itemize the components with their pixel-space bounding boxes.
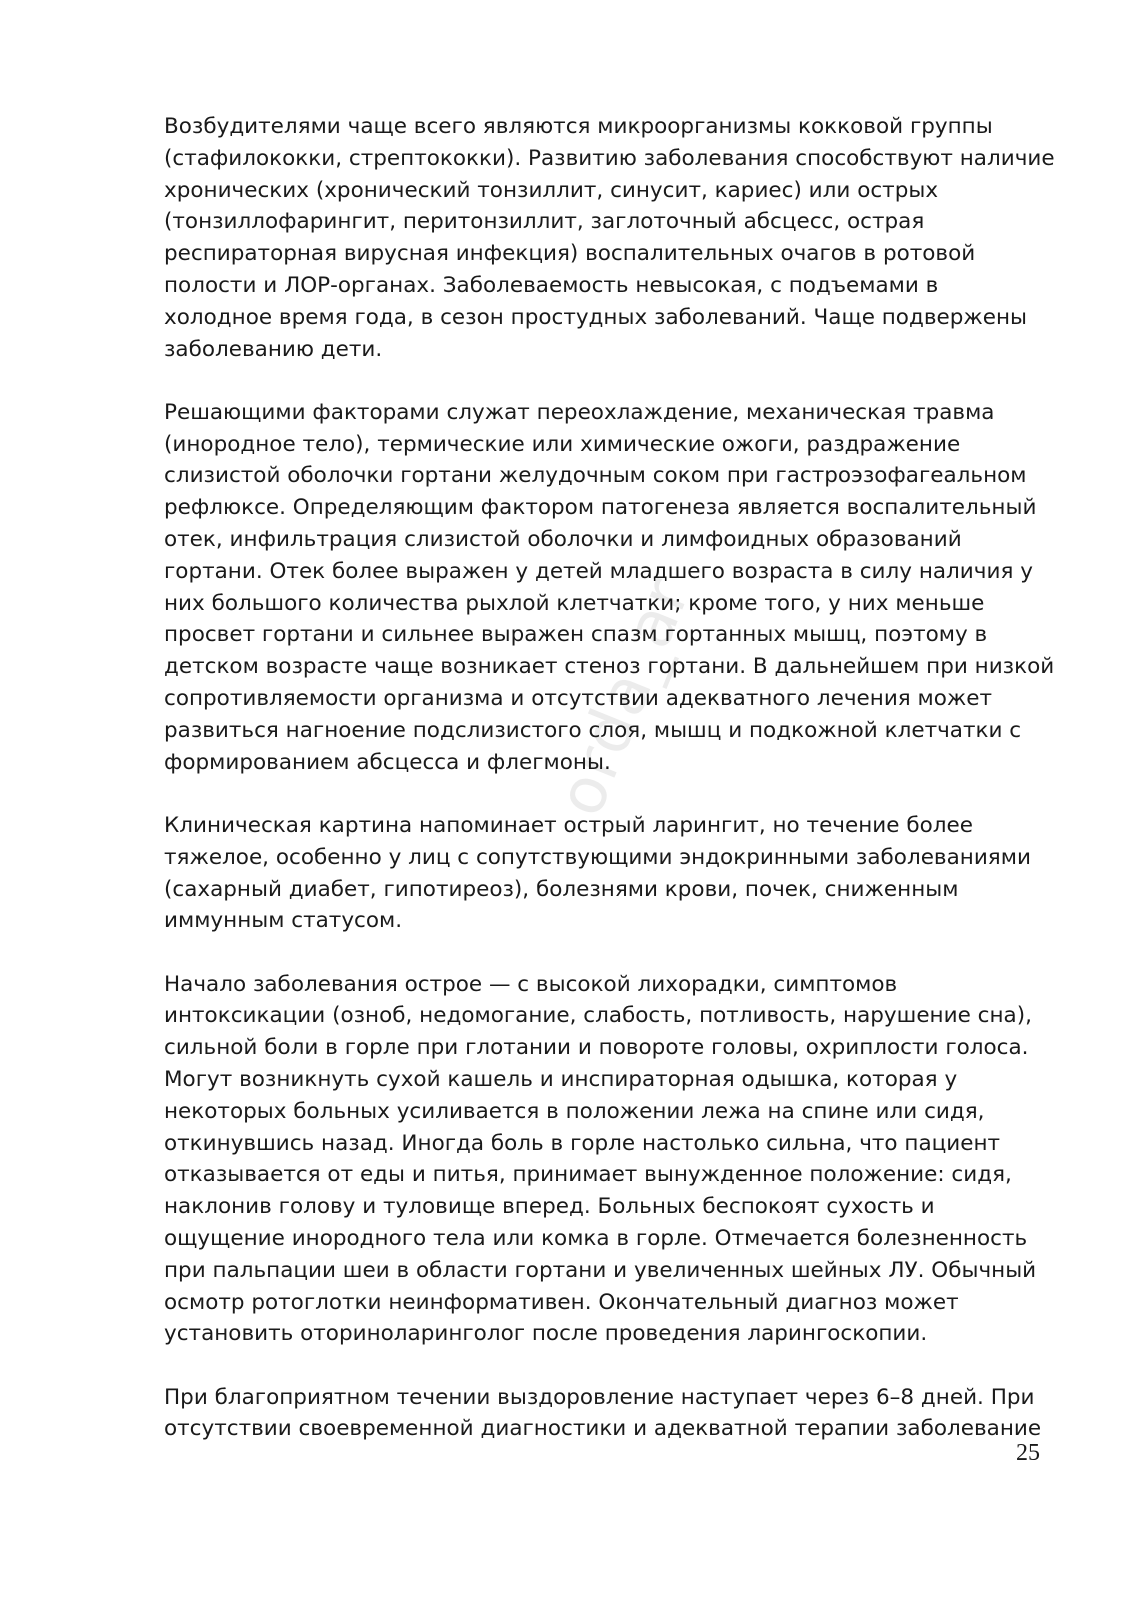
text-line: отказывается от еды и питья, принимает вынужденное положение: сидя, xyxy=(164,1162,1012,1188)
text-line: них большого количества рыхлой клетчатки; кроме того, у них меньше xyxy=(164,590,985,616)
text-line: сопротивляемости организма и отсутствии адекватного лечения может xyxy=(164,686,993,712)
paragraph-factors xyxy=(164,397,1055,779)
paragraph-pathogens xyxy=(164,111,1055,365)
text-line: интоксикации (озноб, недомогание, слабость, потливость, нарушение сна), xyxy=(164,1003,1032,1029)
text-line: установить оториноларинголог после проведения ларингоскопии. xyxy=(164,1321,928,1347)
watermark: orda_ar xyxy=(543,567,706,827)
text-line: рефлюксе. Определяющим фактором патогенеза является воспалительный xyxy=(164,495,1037,521)
text-line: некоторых больных усиливается в положении лежа на спине или сидя, xyxy=(164,1098,985,1124)
text-line: Клиническая картина напоминает острый ларингит, но течение более xyxy=(164,812,973,838)
text-line: Возбудителями чаще всего являются микроорганизмы кокковой группы xyxy=(164,114,993,139)
text-line: респираторная вирусная инфекция) воспалительных очагов в ротовой xyxy=(164,241,976,267)
text-line: Решающими факторами служат переохлаждение, механическая травма xyxy=(164,399,995,425)
text-line: иммунным статусом. xyxy=(164,908,403,934)
paragraph-onset xyxy=(164,969,1044,1351)
text-line: (стафилококки, стрептококки). Развитию заболевания способствуют наличие xyxy=(164,145,1055,171)
text-line: Могут возникнуть сухой кашель и инспираторная одышка, которая у xyxy=(164,1067,958,1093)
paragraph-prognosis xyxy=(164,1382,1044,1446)
text-line: (тонзиллофарингит, перитонзиллит, заглоточный абсцесс, острая xyxy=(164,209,925,235)
text-line: отсутствии своевременной диагностики и адекватной терапии заболевание xyxy=(164,1416,1042,1442)
text-line: при пальпации шеи в области гортани и увеличенных шейных ЛУ. Обычный xyxy=(164,1257,1037,1283)
text-line: наклонив голову и туловище вперед. Больных беспокоят сухость и xyxy=(164,1194,935,1220)
text-line: гортани. Отек более выражен у детей младшего возраста в силу наличия у xyxy=(164,558,1033,584)
page-body xyxy=(164,111,1055,1477)
text-line: заболеванию дети. xyxy=(164,336,383,362)
page-number: 25 xyxy=(1016,1440,1040,1466)
text-line: осмотр ротоглотки неинформативен. Окончательный диагноз может xyxy=(164,1289,959,1315)
text-line: просвет гортани и сильнее выражен спазм гортанных мышц, поэтому в xyxy=(164,622,988,648)
text-line: полости и ЛОР-органах. Заболеваемость невысокая, с подъемами в xyxy=(164,272,939,298)
text-line: (сахарный диабет, гипотиреоз), болезнями крови, почек, сниженным xyxy=(164,876,959,902)
text-line: (инородное тело), термические или химические ожоги, раздражение xyxy=(164,431,961,457)
text-line: хронических (хронический тонзиллит, синусит, кариес) или острых xyxy=(164,177,939,203)
text-line: ощущение инородного тела или комка в горле. Отмечается болезненность xyxy=(164,1226,1028,1251)
paragraph-clinical-picture xyxy=(164,810,1044,937)
text-line: тяжелое, особенно у лиц с сопутствующими эндокринными заболеваниями xyxy=(164,844,1031,870)
text-line: формированием абсцесса и флегмоны. xyxy=(164,749,611,775)
text-line: слизистой оболочки гортани желудочным соком при гастроэзофагеальном xyxy=(164,463,1027,489)
text-line: отек, инфильтрация слизистой оболочки и лимфоидных образований xyxy=(164,527,962,553)
text-line: холодное время года, в сезон простудных заболеваний. Чаще подвержены xyxy=(164,304,1028,330)
text-line: сильной боли в горле при глотании и повороте головы, охриплости голоса. xyxy=(164,1035,1029,1061)
text-line: детском возрасте чаще возникает стеноз гортани. В дальнейшем при низкой xyxy=(164,654,1055,680)
text-line: При благоприятном течении выздоровление наступает через 6–8 дней. При xyxy=(164,1384,1035,1410)
text-line: Начало заболевания острое — с высокой лихорадки, симптомов xyxy=(164,971,898,997)
text-line: развиться нагноение подслизистого слоя, мышц и подкожной клетчатки с xyxy=(164,717,1022,743)
text-line: откинувшись назад. Иногда боль в горле настолько сильна, что пациент xyxy=(164,1130,1001,1156)
